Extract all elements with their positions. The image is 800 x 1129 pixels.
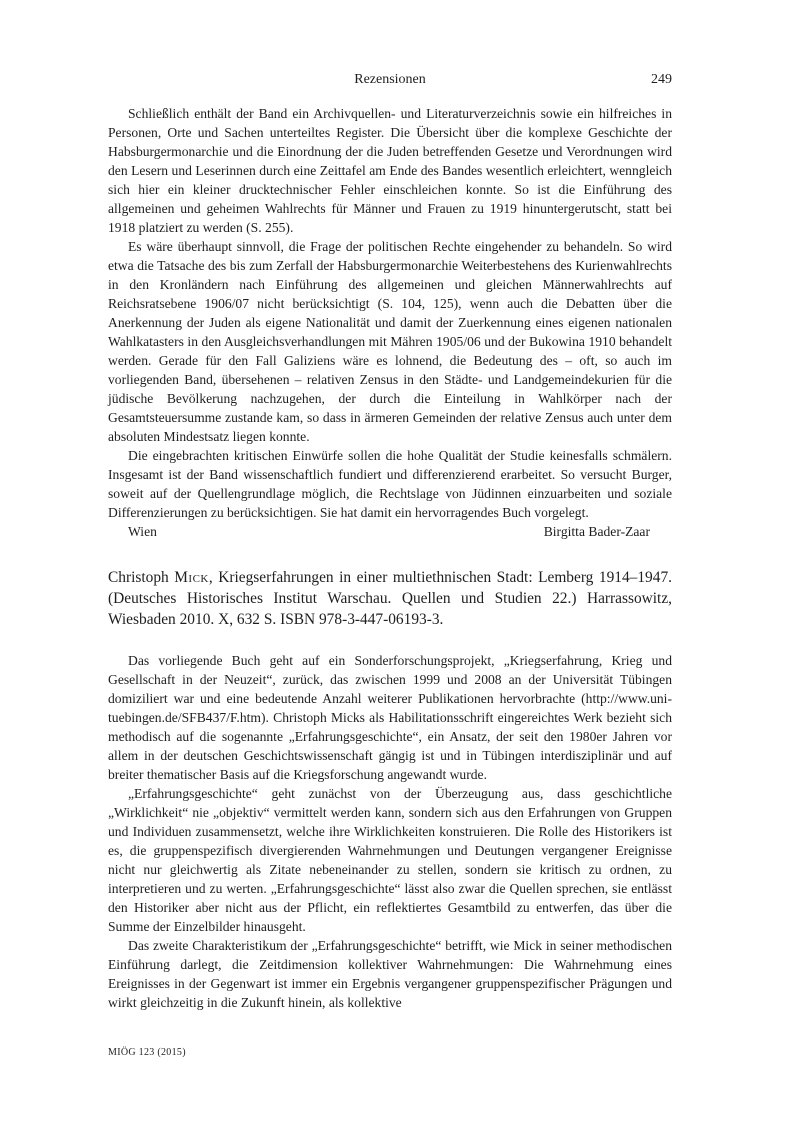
book-details: , Kriegserfahrungen in einer multiethnischen Stadt: Lemberg 1914–1947. (Deutsches Historisches Institut Warschau. Quellen und Studien 22.) Harrassowitz, Wiesbaden 2010. X, 632 S. ISBN 978-3-447-06193-3.: [108, 569, 672, 628]
review-1-paragraph: Schließlich enthält der Band ein Archivquellen- und Literaturverzeichnis sowie ein hilfreiches in Personen, Orte und Sachen unterteiltes Register. Die Übersicht über die komplexe Geschichte der Habsburgermonarchie und die Einordnung der die Juden betreffenden Gesetze und Verordnungen wird den Lesern und Leserinnen durch eine Zeittafel am Ende des Bandes wesentlich erleichtert, wenngleich sich hier ein kleiner drucktechnischer Fehler einschleichen konnte. So ist die Einführung des allgemeinen und geheimen Wahlrechts für Männer und Frauen zu 1919 hinuntergerutscht, statt bei 1918 platziert zu werden (S. 255).: [108, 106, 672, 235]
review-signature: [108, 522, 672, 541]
review-2-paragraph: Das vorliegende Buch geht auf ein Sonderforschungsprojekt, „Kriegserfahrung, Krieg und Gesellschaft in der Neuzeit“, zurück, das zwischen 1999 und 2008 an der Universität Tübingen domiziliert war und eine bedeutende Anzahl weiterer Publikationen hervorbrachte (http://www.uni-tuebingen.de/SFB437/F.htm). Christoph Micks als Habilitationsschrift eingereichtes Werk bezieht sich methodisch auf die sogenannte „Erfahrungsgeschichte“, ein Ansatz, der seit den 1980er Jahren vor allem in der deutschen Geschichtswissenschaft gängig ist und in Tübingen interdisziplinär und auf breiter thematischer Basis auf die Kriegsforschung angewandt wurde.: [108, 653, 672, 782]
review-1-paragraph: Die eingebrachten kritischen Einwürfe sollen die hohe Qualität der Studie keinesfalls schmälern. Insgesamt ist der Band wissenschaftlich fundiert und differenzierend erarbeitet. So versucht Burger, soweit auf der Quellengrundlage möglich, die Rechtslage von Jüdinnen einzuarbeiten und soziale Differenzierungen zu berücksichtigen. Sie hat damit ein hervorragendes Buch vorgelegt.: [108, 448, 672, 520]
page-number: 249: [651, 72, 672, 87]
review-2: [108, 651, 672, 1012]
journal-footer: MIÖG 123 (2015): [108, 1047, 186, 1058]
book-author-first: Christoph: [108, 569, 169, 586]
book-citation: [108, 567, 672, 630]
review-1: [108, 104, 672, 541]
review-2-paragraph: „Erfahrungsgeschichte“ geht zunächst von der Überzeugung aus, dass geschichtliche „Wirklichkeit“ nie „objektiv“ vermittelt werden kann, sondern sich aus den Erfahrungen von Gruppen und Individuen zusammensetzt, welche ihre Wirklichkeiten konstruieren. Die Rolle des Historikers ist es, die gruppenspezifisch divergierenden Wahrnehmungen und Deutungen vergangener Ereignisse nicht nur gleichwertig als Zitate nebeneinander zu stellen, sondern sie kritisch zu ordnen, zu interpretieren und zu werten. „Erfahrungsgeschichte“ lässt also zwar die Quellen sprechen, sie entlässt den Historiker aber nicht aus der Pflicht, ein reflektiertes Gesamtbild zu entwerfen, das über die Summe der Einzelbilder hinausgeht.: [108, 786, 672, 934]
running-head: [108, 72, 672, 94]
review-2-paragraph: Das zweite Charakteristikum der „Erfahrungsgeschichte“ betrifft, wie Mick in seiner methodischen Einführung darlegt, die Zeitdimension kollektiver Wahrnehmungen: Die Wahrnehmung eines Ereignisses in der Gegenwart ist immer ein Ergebnis vergangener gruppenspezifischer Prägungen und wirkt gleichzeitig in die Zukunft hinein, als kollektive: [108, 938, 672, 1010]
book-author-last: Mick: [174, 569, 209, 586]
page: [108, 72, 672, 1012]
signature-place: Wien: [128, 524, 157, 539]
running-head-title: Rezensionen: [354, 72, 426, 87]
signature-reviewer: Birgitta Bader-Zaar: [543, 524, 650, 539]
review-1-paragraph: Es wäre überhaupt sinnvoll, die Frage der politischen Rechte eingehender zu behandeln. So wird etwa die Tatsache des bis zum Zerfall der Habsburgermonarchie Weiterbestehens des Kurienwahlrechts in den Kronländern nach Einführung des allgemeinen und gleichen Männerwahlrechts auf Reichsratsebene 1906/07 nicht berücksichtigt (S. 104, 125), wenn auch die Debatten über die Anerkennung der Juden als eigene Nationalität und damit der Zuerkennung eines eigenen nationalen Wahlkatasters in den Ausgleichsverhandlungen mit Mähren 1905/06 und der Bukowina 1910 behandelt werden. Gerade für den Fall Galiziens wäre es lohnend, die Bedeutung des – oft, so auch im vorliegenden Band, übersehenen – relativen Zensus in den Städte- und Landgemeindekurien für die jüdische Bevölkerung nachzugehen, der durch die Einteilung in Wahlkörper nach der Gesamtsteuersumme zustande kam, so dass in ärmeren Gemeinden der relative Zensus auch unter dem absoluten Mindestsatz liegen konnte.: [108, 239, 672, 444]
